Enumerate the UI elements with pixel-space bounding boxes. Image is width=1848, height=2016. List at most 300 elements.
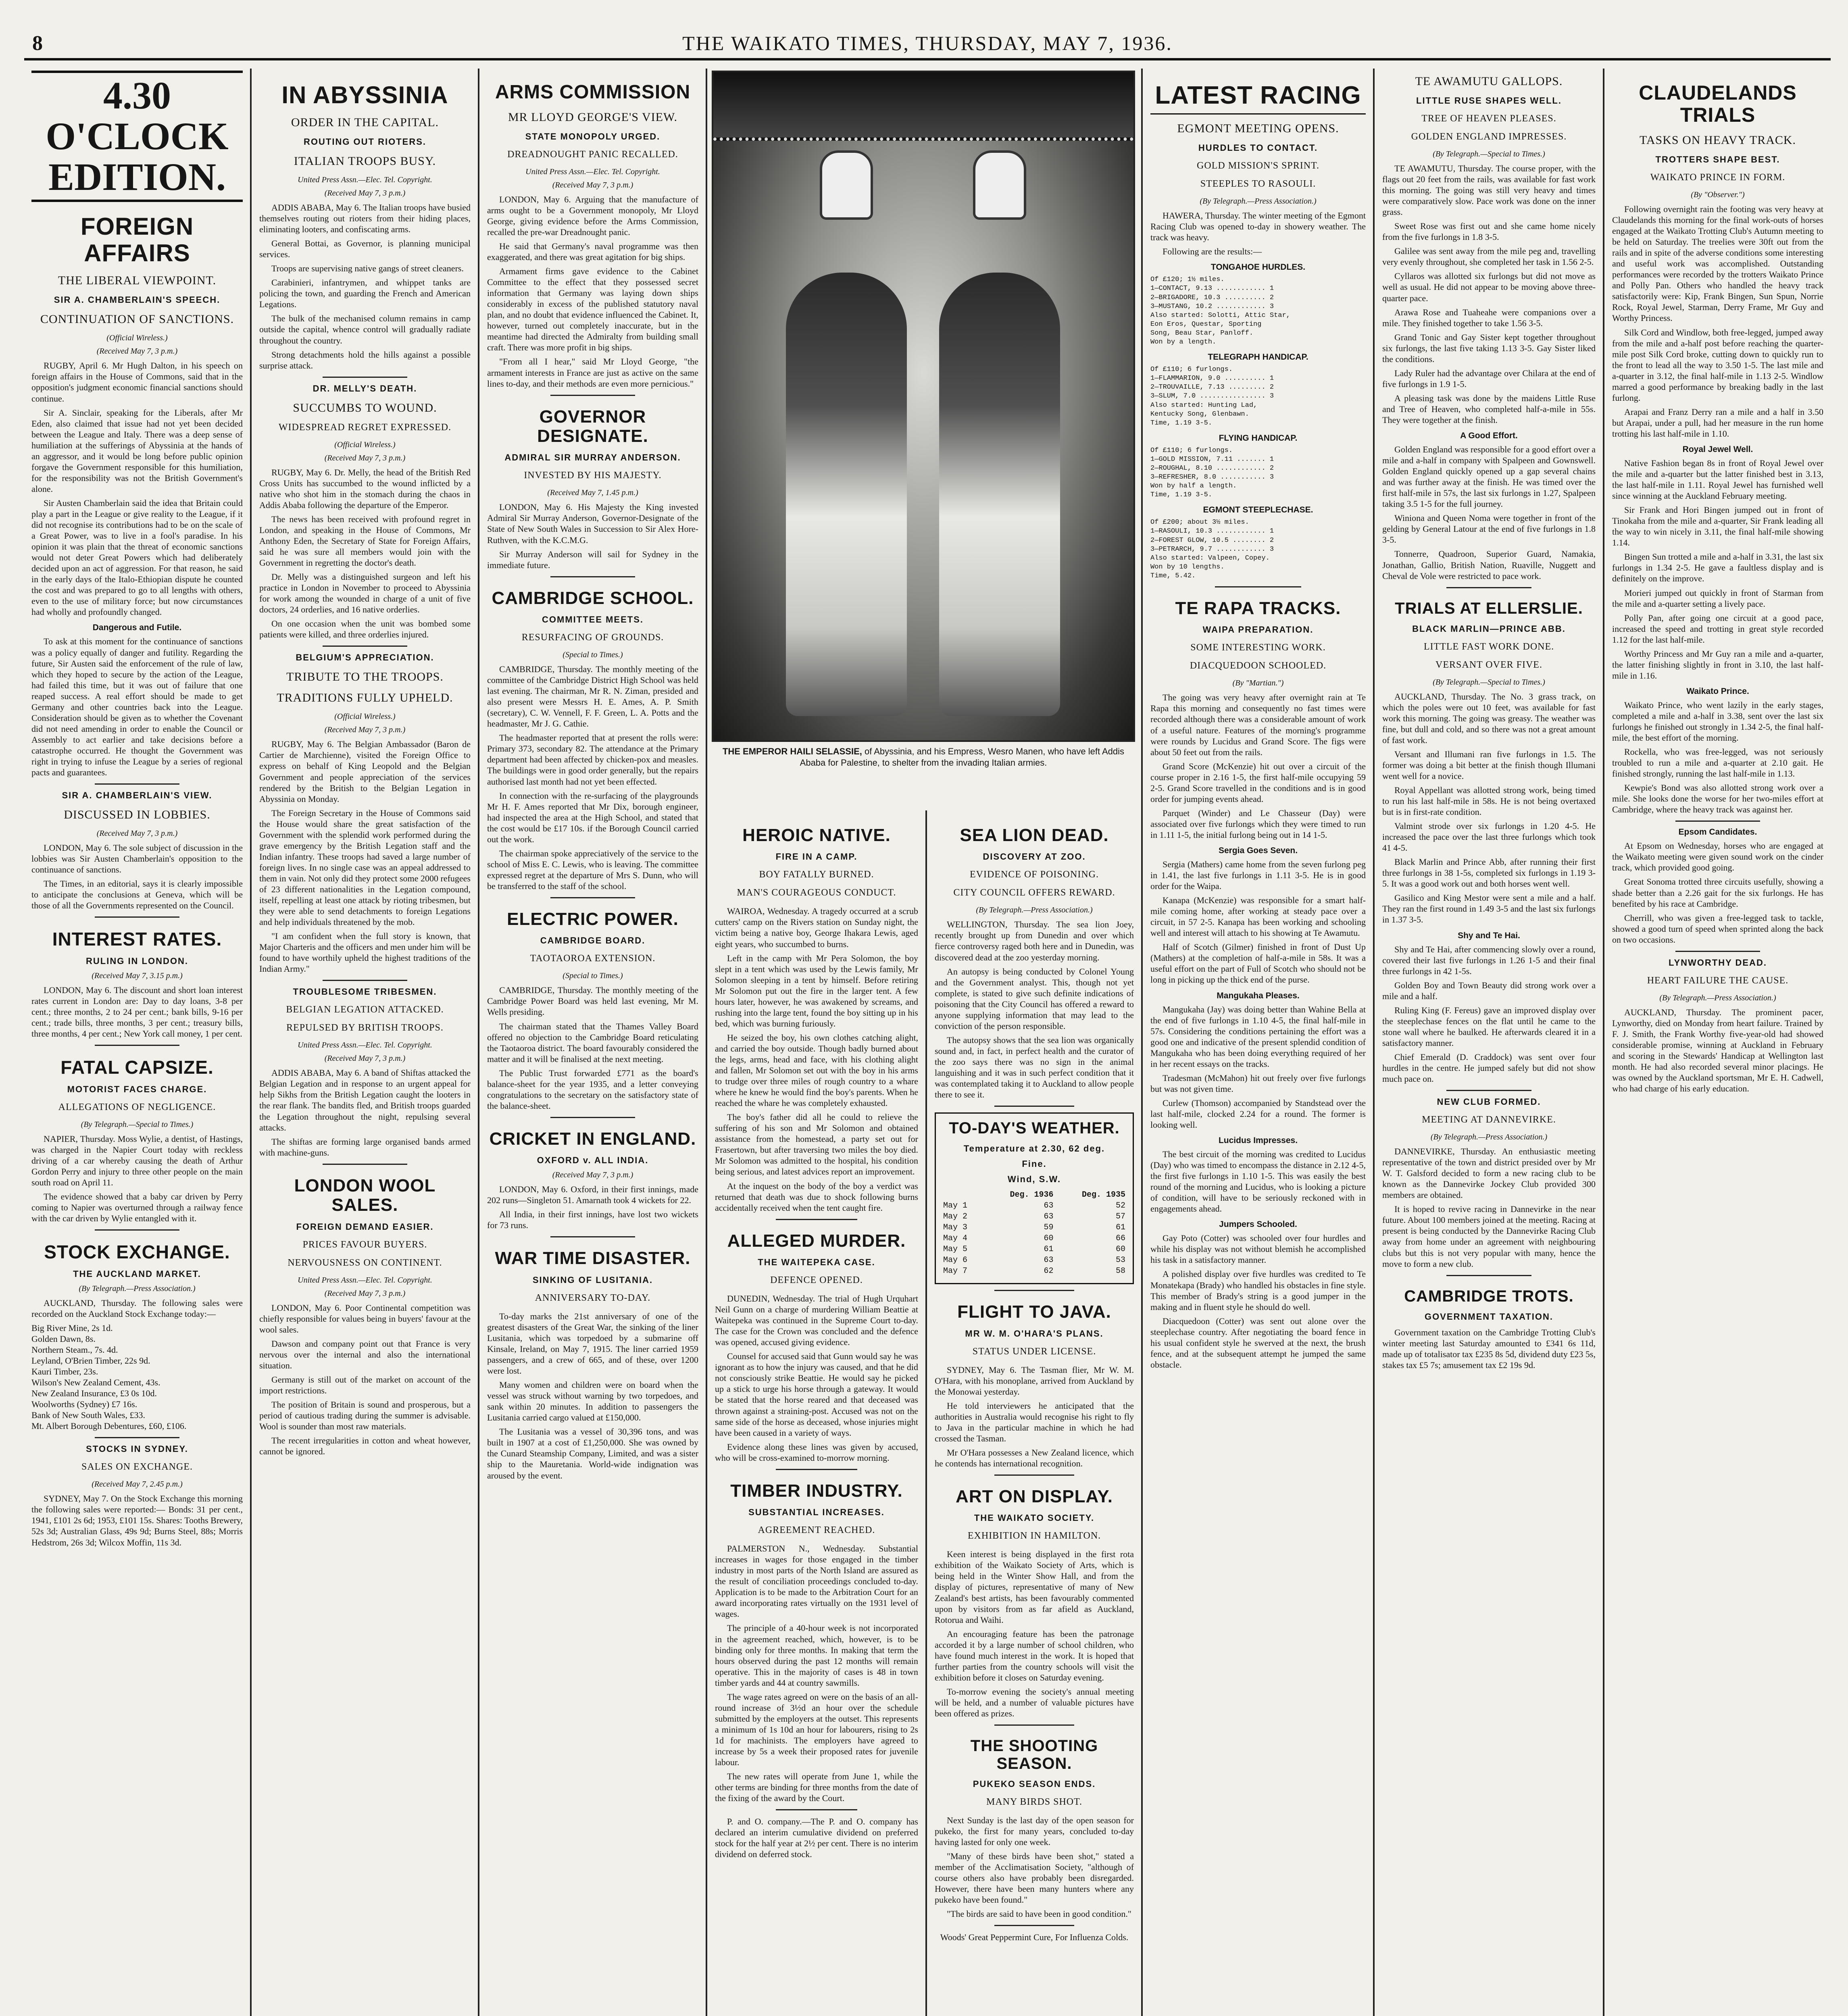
table-row [941, 1244, 1128, 1255]
divider [994, 1925, 1074, 1926]
article-paragraph: Armament firms gave evidence to the Cabinet Committee to the effect that they possessed secret information that Germany was laying down ships considerably in excess of the published statutory naval plan, and no doubt that evidence influenced the Cabinet. It, however, turned out completely inaccurate, but in the meantime had directed the Admiralty from building small craft. There was more profit in big ships. [487, 266, 698, 353]
subhead: WIDESPREAD REGRET EXPRESSED. [278, 422, 452, 433]
divider [1446, 587, 1532, 588]
article-paragraph: An encouraging feature has been the patronage accorded it by a large number of school children, who have found much interest in the work. It is hoped that further parties from the country schools will visit the exhibition before it closes on Saturday evening. [935, 1629, 1134, 1683]
column-rule [478, 69, 479, 2016]
article-paragraph: Government taxation on the Cambridge Trotting Club's winter meeting last Saturday amounted to £341 6s 11d, made up of totalisator tax £235 8s 5d, dividend duty £23 5s, stakes tax £5 7s; amusement tax £2 19s 9d. [1382, 1327, 1596, 1370]
received-line: (Received May 7, 3 p.m.) [324, 725, 406, 735]
divider [1675, 821, 1760, 822]
article-paragraph: The Lusitania was a vessel of 30,396 tons, and was built in 1907 at a cost of £1,250,000. She was owned by the Cunard Steamship Company, Limited, and was a sister ship to the Mauretania. World-wide indignation was aroused by the event. [487, 1427, 698, 1481]
subhead: EVIDENCE OF POISONING. [970, 869, 1099, 880]
column-6 [1143, 71, 1373, 2016]
table-cell: 53 [1115, 1256, 1125, 1265]
article-paragraph: Versant and Illumani ran five furlongs in 1.5. The former was doing a bit better at the finish though Illumani went well for a novice. [1382, 749, 1596, 781]
article-paragraph: Parquet (Winder) and Le Chasseur (Day) were associated over five furlongs which they were timed to run in 1.11 1-5, the initial furlong being out in 14 1-5. [1150, 808, 1366, 840]
article-paragraph: Lady Ruler had the advantage over Chilara at the end of five furlongs in 1.9 1-5. [1382, 368, 1596, 389]
divider [95, 1045, 179, 1046]
divider [323, 646, 407, 647]
article-paragraph: The boy's father did all he could to relieve the suffering of his son and Mr Solomon and obtained assistance from the homestead, a party set out for Frasertown, but after traversing two miles the boy died. Mr Solomon was admitted to the hospital, his condition being serious, and latest advices report an improvement. [715, 1112, 918, 1177]
subhead: LITTLE RUSE SHAPES WELL. [1416, 96, 1562, 106]
table-row [941, 1222, 1128, 1233]
received-line: (Received May 7, 3 p.m.) [96, 347, 178, 356]
article-paragraph: The shiftas are forming large organised bands armed with machine-guns. [259, 1136, 471, 1158]
article-paragraph: "From all I hear," said Mr Lloyd George, "the armament interests in France are just as active on the same lines to-day, and their methods are even more pernicious." [487, 356, 698, 389]
subhead: SIR A. CHAMBERLAIN'S SPEECH. [54, 295, 221, 305]
received-line: (Received May 7, 3.15 p.m.) [92, 971, 183, 980]
table-cell: May 3 [943, 1223, 968, 1233]
wire-credit: United Press Assn.—Elec. Tel. Copyright. [298, 1041, 432, 1050]
article-paragraph: Arawa Rose and Tuaheahe were companions over a mile. They finished together to take 1.56 3-5. [1382, 307, 1596, 328]
table-cell: 59 [1044, 1223, 1054, 1233]
headline-claudelands-trials: CLAUDELANDS TRIALS [1639, 81, 1797, 126]
byline: (By Telegraph.—Special to Times.) [81, 1120, 194, 1129]
subhead: THE LIBERAL VIEWPOINT. [58, 274, 217, 287]
article-paragraph: Ruling King (F. Fereus) gave an improved display over the steeplechase fences on the flat until he came to the stone wall where he baulked. He afterwards cleared it in a satisfactory manner. [1382, 1005, 1596, 1048]
subhead: MAN'S COURAGEOUS CONDUCT. [737, 887, 896, 898]
section-subhead: Royal Jewel Well. [1682, 444, 1753, 454]
headline-abyssinia: IN ABYSSINIA [281, 81, 448, 108]
emperor-photo [712, 71, 1135, 742]
weather-condition: Fine. [1022, 1159, 1047, 1169]
subhead: STEEPLES TO RASOULI. [1200, 179, 1316, 190]
section-subhead: Waikato Prince. [1686, 686, 1749, 696]
table-cell: 60 [1115, 1245, 1125, 1254]
article-paragraph: Left in the camp with Mr Pera Solomon, the boy slept in a tent which was used by the Lewis family, Mr Solomon sleeping in a tent by himself. Before retiring Mr Solomon put out the fire in the larger tent. A few hours later, however, he was awakened by screams, and rushing into the large tent, found the boy sitting up in his bed, which was burning furiously. [715, 953, 918, 1029]
divider [994, 1724, 1074, 1726]
column-rule [250, 69, 252, 2016]
masthead [24, 28, 1831, 60]
article-paragraph: It is hoped to revive racing in Dannevirke in the near future. About 100 members joined at the meeting. Racing at present is being conducted by the Dannevirke Racing Club away from home under an agreement with neighbouring clubs but this is not very popular with many, hence the move to form a new club. [1382, 1204, 1596, 1269]
column-5 [927, 814, 1141, 2016]
column-3 [480, 71, 706, 2016]
column-rule [925, 810, 927, 2016]
received-line: (Received May 7, 3 p.m.) [552, 1170, 633, 1180]
article-paragraph: DUNEDIN, Wednesday. The trial of Hugh Urquhart Neil Gunn on a charge of murdering William Beattie at Waitepeka was continued in the Supreme Court to-day. The case for the Crown was concluded and the defence was opened, accused giving evidence. [715, 1293, 918, 1347]
divider [776, 1809, 857, 1810]
subhead: TROTTERS SHAPE BEST. [1655, 154, 1780, 165]
weather-table [941, 1189, 1128, 1277]
table-cell: 62 [1044, 1266, 1054, 1276]
divider [95, 783, 179, 785]
table-cell: May 7 [943, 1266, 968, 1276]
subhead: SUBSTANTIAL INCREASES. [748, 1507, 885, 1518]
subhead: WAIPA PREPARATION. [1202, 625, 1314, 635]
table-cell: 58 [1115, 1266, 1125, 1276]
subhead: ADMIRAL SIR MURRAY ANDERSON. [504, 452, 681, 463]
headline: FATAL CAPSIZE. [60, 1057, 214, 1078]
article-paragraph: The wage rates agreed on were on the basis of an all-round increase of 3½d an hour over the schedule submitted by the employers at the outset. This represents a minimum of 1s 10d an hour for labourers, rising to 2s 1d for machinists. The employers have agreed to increase by 5s a week their proposed rates for juvenile labour. [715, 1691, 918, 1768]
article-paragraph: Shy and Te Hai, after commencing slowly over a round, covered their last five furlongs in 1.26 1-5 and their final three furlongs in 42 1-5s. [1382, 944, 1596, 976]
article-paragraph: Bingen Sun trotted a mile and a-half in 3.31, the last six furlongs in 1.34 2-5. He gave a faultless display and is definitely on the improve. [1612, 552, 1823, 584]
photo-caption-text: of Abyssinia, and his Empress, Wesro Manen, who have left Addis Ababa for Palestine, to shelter from the invading Italian armies. [800, 746, 1125, 768]
byline: (By Telegraph.—Press Association.) [1659, 993, 1776, 1002]
article-paragraph: NAPIER, Thursday. Moss Wylie, a dentist, of Hastings, was charged in the Napier Court today with reckless driving of a car whereby causing the death of Arthur Gordon Perry and injury to three other people on the main south road on April 11. [31, 1133, 243, 1187]
weather-wind: Wind, S.W. [1007, 1174, 1061, 1185]
table-row [941, 1233, 1128, 1244]
subhead: ANNIVERSARY TO-DAY. [535, 1292, 651, 1303]
race-title: TELEGRAPH HANDICAP. [1208, 352, 1308, 362]
subhead: SUCCUMBS TO WOUND. [293, 401, 437, 414]
subhead: NERVOUSNESS ON CONTINENT. [288, 1257, 442, 1268]
masthead-title: THE WAIKATO TIMES, THURSDAY, MAY 7, 1936. [682, 32, 1173, 54]
canopy-shape [713, 72, 1133, 141]
article-paragraph: Curlew (Thomson) accompanied by Standstead over the last half-mile, clocked 2.24 for a round. The former is looking well. [1150, 1098, 1366, 1130]
subhead: SINKING OF LUSITANIA. [532, 1275, 653, 1285]
article-paragraph: The evidence showed that a baby car driven by Perry coming to Napier was overturned through a railway fence with the car driven by Wylie entangled with it. [31, 1191, 243, 1224]
article-paragraph: In connection with the re-surfacing of the playgrounds Mr H. F. Ames reported that Mr Dix, borough engineer, had inspected the area at the High School, and stated that the cost would be £17 10s. if the Borough Council carried out the work. [487, 790, 698, 844]
race-results: Of £120; 1½ miles. 1—CONTACT, 9.13 ............ 1 2—BRIGADORE, 10.3 .......... 2 3—MUSTANG, 10.2 ............ 3 Also started: Solotti, Attic Star, Eon Eros, Questar, Sporting Song, Beau Star, Panloff. Won by a length. [1150, 276, 1290, 346]
subhead: BOY FATALLY BURNED. [759, 869, 874, 880]
edition-banner: 4.30 O'CLOCK EDITION. [31, 71, 243, 202]
article-paragraph: LONDON, May 6. Poor Continental competition was chiefly responsible for values being in buyers' favour at the wool sales. [259, 1302, 471, 1335]
table-cell: May 6 [943, 1256, 968, 1265]
headline: GOVERNOR DESIGNATE. [537, 406, 648, 446]
divider [323, 377, 407, 378]
article-paragraph: The Foreign Secretary in the House of Commons said the House would share the great satisfaction of the Government with the splendid work performed during the grave emergency by the British Legation staff and the Indian infantry. These troops had saved a large number of foreign lives. In no single case was an appeal addressed to them in vain. Not only did they protect some 2000 refugees of 23 different nationalities in the Legation compound, itself, repelling at least one attack by rioting tribesmen, but they were able to send detachments to foreign Legations and help individuals threatened by the mob. [259, 808, 471, 927]
race-title: FLYING HANDICAP. [1219, 433, 1298, 443]
article-paragraph: "Many of these birds have been shot," stated a member of the Acclimatisation Society, "although of course others also have probably been disregarded. However, there have been many hunters where any pukeko have been found." [935, 1851, 1134, 1905]
article-paragraph: Next Sunday is the last day of the open season for pukeko, the first for many years, concluded to-day having lasted for only one week. [935, 1815, 1134, 1847]
headline: TRIALS AT ELLERSLIE. [1395, 599, 1583, 617]
headline: ALLEGED MURDER. [727, 1231, 906, 1251]
article-paragraph: The recent irregularities in cotton and wheat however, cannot be ignored. [259, 1435, 471, 1457]
advertisement: Woods' Great Peppermint Cure, For Influenza Colds. [940, 1932, 1129, 1943]
article-paragraph: Silk Cord and Windlow, both free-legged, jumped away from the mile and a-half post before reaching the quarter-mile post Silk Cord broke, cutting down to quickly run to the front to lead all the way to 3.50 1-5. The last mile and a-quarter in 3.12, the final half-mile in 1.13 2-5. Windlow marred a good performance by breaking badly in the last furlong. [1612, 327, 1823, 403]
headline-latest-racing: LATEST RACING [1150, 82, 1366, 115]
byline: (By Telegraph.—Press Association.) [976, 906, 1093, 915]
headline-foreign-affairs: FOREIGN AFFAIRS [80, 213, 194, 267]
article-paragraph: The news has been received with profound regret in London, and speaking in the House of Commons, Mr Anthony Eden, the Secretary of State for Foreign Affairs, said he was sure all members would join with the Government in regretting the doctor's death. [259, 514, 471, 568]
divider [994, 1106, 1074, 1107]
column-rule [1141, 69, 1143, 2016]
article-paragraph: LONDON, May 6. His Majesty the King invested Admiral Sir Murray Anderson, Governor-Designate of the State of New South Wales in Succession to Sir Alex Hore-Ruthven, with the K.C.M.G. [487, 502, 698, 545]
article-paragraph: To-day marks the 21st anniversary of one of the greatest disasters of the Great War, the sinking of the liner Lusitania, which was torpedoed by a submarine off Kinsale, Ireland, on May 7, 1915. The liner carried 1959 passengers, and a crew of 665, and of these, over 1200 were lost. [487, 1311, 698, 1376]
byline: (By Telegraph.—Press Association.) [79, 1284, 196, 1293]
article-paragraph: Sergia (Mathers) came home from the seven furlong peg in 1.41, the last five furlongs in 1.11 3-5. He is in good order for the Waipa. [1150, 859, 1366, 891]
subhead: GOVERNMENT TAXATION. [1424, 1311, 1554, 1322]
page-number: 8 [32, 31, 43, 55]
article-paragraph: Kewpie's Bond was also allotted strong work over a mile. She looks done the worse for her two-miles effort at Cambridge, where the heavy track was against her. [1612, 783, 1823, 815]
article-paragraph: Great Sonoma trotted three circuits usefully, showing a shade better than a 2.26 gait for the six furlongs. He has benefited by his race at Cambridge. [1612, 877, 1823, 909]
subhead: OXFORD v. ALL INDIA. [537, 1155, 649, 1166]
divider [550, 576, 635, 577]
article-paragraph: The best circuit of the morning was credited to Lucidus (Day) who was timed to encompass the distance in 2.12 4-5, the first five furlongs in 1.10 1-5. This was easily the best round of the morning and Lucidus, who is looking a picture of condition, will have to be seriously reckoned with in engagements ahead. [1150, 1149, 1366, 1214]
table-header: Deg. 1936 [1010, 1190, 1054, 1200]
article-paragraph: WELLINGTON, Thursday. The sea lion Joey, recently brought up from Dunedin and over which fierce controversy raged both here and in Dunedin, was discovered dead at the zoo yesterday morning. [935, 919, 1134, 962]
headline: ART ON DISPLAY. [956, 1486, 1113, 1506]
table-header: Deg. 1935 [1081, 1190, 1125, 1200]
article-paragraph: LONDON, May 6. Oxford, in their first innings, made 202 runs—Singleton 51. Amarnath took 4 wickets for 22. [487, 1184, 698, 1206]
article-paragraph: The principle of a 40-hour week is not incorporated in the agreement reached, which, however, is to be binding only for three months. In making that term the hours observed during the past 12 months will remain operative. This in the majority of cases is 48 in town timber yards and 44 at country sawmills. [715, 1623, 918, 1688]
subhead: ITALIAN TROOPS BUSY. [294, 154, 436, 168]
article-paragraph: Sir Murray Anderson will sail for Sydney in the immediate future. [487, 549, 698, 570]
subhead: STATUS UNDER LICENSE. [972, 1346, 1096, 1357]
article-paragraph: Following are the results:— [1163, 246, 1262, 257]
column-rule [1373, 69, 1375, 2016]
byline: (By Telegraph.—Press Association.) [1430, 1133, 1548, 1142]
article-paragraph: Native Fashion began 8s in front of Royal Jewel over the mile and a-quarter but the latter finished best in 3.13, the last half-mile in 1.11. Royal Jewel has furnished well since winning at the Auckland February meeting. [1612, 458, 1823, 501]
received-line: (Received May 7, 2.45 p.m.) [92, 1480, 183, 1489]
subhead: HEART FAILURE THE CAUSE. [1647, 975, 1789, 986]
byline: (By "Martian.") [1232, 679, 1284, 688]
article-paragraph: The headmaster reported that at present the rolls were: Primary 373, secondary 82. The attendance at the Primary department had been affected by chicken-pox and measles. The buildings were in good order generally, but the repairs authorised last month had not yet been effected. [487, 733, 698, 787]
received-line: (Received May 7, 3 p.m.) [324, 1054, 406, 1063]
article-paragraph: Morieri jumped out quickly in front of Starman from the mile and a-quarter setting a lively pace. [1612, 587, 1823, 609]
article-paragraph: Diacquedoon (Cotter) was sent out alone over the steeplechase country. After negotiating the board fence in his usual confident style he swerved at the next, the brush fence, and at the subsequent attempt he jumped the same obstacle. [1150, 1316, 1366, 1370]
subhead: BELGIAN LEGATION ATTACKED. [286, 1004, 444, 1015]
article-paragraph: SYDNEY, May 7. On the Stock Exchange this morning the following sales were reported:— Bonds: 31 per cent., 1941, £101 2s 6d; 1953, £101 15s. Shares: Tooths Brewery, 52s 3d; Australian Glass, 49s 9d; Burns Steel, 88s; Morris Hedstrom, 26s 3d; Wilcox Moffin, 11s 3d. [31, 1493, 243, 1547]
divider [994, 1290, 1074, 1291]
article-paragraph: Chief Emerald (D. Craddock) was sent over four hurdles in the centre. He jumped safely but did not show much pace on. [1382, 1052, 1596, 1084]
subhead: PUKEKO SEASON ENDS. [973, 1779, 1096, 1789]
subhead: ORDER IN THE CAPITAL. [291, 116, 439, 129]
article-paragraph: He seized the boy, his own clothes catching alight, and carried the boy outside. Though badly burned about the legs, arms, head and face, with his clothing alight and fallen, Mr Solomon set out with the boy in his arms to trudge over three miles of rough country to a whare where he knew he would find the boy's parents. When he reached the whare he was completely exhausted. [715, 1032, 918, 1108]
headline: CAMBRIDGE TROTS. [1404, 1287, 1574, 1305]
wire-credit: United Press Assn.—Elec. Tel. Copyright. [525, 167, 660, 176]
column-8 [1605, 71, 1831, 2016]
table-cell: 61 [1044, 1245, 1054, 1254]
article-paragraph: LONDON, May 6. The sole subject of discussion in the lobbies was Sir Austen Chamberlain's opposition to the continuance of sanctions. [31, 843, 243, 875]
article-paragraph: He said that Germany's naval programme was then exaggerated, and there was great agitation for big ships. [487, 241, 698, 262]
section-subhead: Jumpers Schooled. [1219, 1220, 1297, 1229]
article-paragraph: ADDIS ABABA, May 6. A band of Shiftas attacked the Belgian Legation and in response to an urgent appeal for help Sikhs from the British Legation caught the looters in the rear flank. The bandits fled, and British troops guarded the Legation throughout the night, repulsing several attacks. [259, 1068, 471, 1133]
article-paragraph: Tonnerre, Quadroon, Superior Guard, Namakia, Jonathan, Gallio, British Nation, Ruaville, Nuggett and Cheval de Vole were restricted to pace work. [1382, 549, 1596, 581]
divider [776, 1469, 857, 1470]
headline: TIMBER INDUSTRY. [730, 1481, 903, 1501]
article-paragraph: The going was very heavy after overnight rain at Te Rapa this morning and consequently no fast times were recorded although there was a considerable amount of work of a useful nature. Features of the morning's programme were rounds by Lucidus and Grand Score. The figs were about 50 feet out from the rails. [1150, 692, 1366, 757]
article-paragraph: The chairman stated that the Thames Valley Board offered no objection to the Cambridge Board reticulating the Taotaoroa district. The board favourably considered the matter and it will be finalised at the next meeting. [487, 1021, 698, 1064]
subhead: FOREIGN DEMAND EASIER. [296, 1221, 434, 1232]
subhead: TREE OF HEAVEN PLEASES. [1421, 113, 1556, 124]
article-paragraph: Gasilico and King Mestor were sent a mile and a half. They ran the first round in 1.49 3-5 and the last six furlongs in 1.37 3-5. [1382, 893, 1596, 925]
article-paragraph: Rockella, who was free-legged, was not seriously troubled to run a mile and a-quarter at 2.10 gait. He finished strongly, running the last half-mile in 1.13. [1612, 747, 1823, 779]
subhead: THE WAITEPEKA CASE. [758, 1257, 875, 1268]
section-subhead: Epsom Candidates. [1678, 827, 1757, 837]
article-paragraph: Worthy Princess and Mr Guy ran a mile and a-quarter, the latter finishing slightly in front in 3.10, the last half-mile in 1.16. [1612, 648, 1823, 681]
column-1 [24, 71, 250, 2016]
divider [550, 1117, 635, 1118]
subhead: DISCOVERY AT ZOO. [983, 852, 1086, 862]
stock-list: Big River Mine, 2s 1d. Golden Dawn, 8s. Northern Steam., 7s. 4d. Leyland, O'Brien Timber, 22s 9d. Kauri Timber, 23s. Wilson's New Zealand Cement, 43s. New Zealand Insurance, £3 0s 10d. Woolworths (Sydney) £7 16s. Bank of New South Wales, £33. Mt. Albert Borough Debentures, £60, £106. [31, 1322, 187, 1431]
subhead: TRIBUTE TO THE TROOPS. [286, 670, 444, 684]
article-paragraph: Keen interest is being displayed in the first rota exhibition of the Waikato Society of Arts, which is being held in the Winter Show Hall, and from the display of pictures, representative of many of New Zealand's best artists, has been favourably commented upon by visitors from as far afield as Auckland, Rotorua and Waihi. [935, 1549, 1134, 1625]
subhead: INVESTED BY HIS MAJESTY. [524, 470, 662, 481]
divider [323, 1164, 407, 1165]
article-paragraph: RUGBY, May 6. Dr. Melly, the head of the British Red Cross Units has succumbed to the wound inflicted by a native who shot him in the stomach during the chaos in Addis Ababa following the departure of the Emperor. [259, 467, 471, 510]
received-line: (Received May 7, 3 p.m.) [324, 189, 406, 198]
subhead: TASKS ON HEAVY TRACK. [1639, 133, 1796, 147]
article-paragraph: Galilee was sent away from the mile peg and, travelling very evenly throughout, she completed her task in 1.56 2-5. [1382, 246, 1596, 267]
article-paragraph: Arapai and Franz Derry ran a mile and a half in 3.50 but Arapai, under a pull, had her measure in the run home trotting his last half-mile in 1.10. [1612, 406, 1823, 439]
article-paragraph: SYDNEY, May 6. The Tasman flier, Mr W. M. O'Hara, with his monoplane, arrived from Auckland by the Monowai yesterday. [935, 1364, 1134, 1397]
headline: NEW CLUB FORMED. [1437, 1097, 1541, 1107]
article-paragraph: Royal Appellant was allotted strong work, being timed to run his last half-mile in 58s. He is not being overtaxed but is in first-rate condition. [1382, 785, 1596, 817]
article-paragraph: WAIROA, Wednesday. A tragedy occurred at a scrub cutters' camp on the Rivers station on Sunday night, the victim being a native boy, George Ihakara Lewis, aged eight years, who succumbed to burns. [715, 906, 918, 949]
divider [1446, 1090, 1532, 1091]
subhead: DIACQUEDOON SCHOOLED. [1190, 660, 1327, 671]
article-paragraph: Germany is still out of the market on account of the import restrictions. [259, 1374, 471, 1395]
article-paragraph: Grand Score (McKenzie) hit out over a circuit of the course proper in 2.16 1-5, the first half-mile occupying 59 2-5. Grand Score travelled in the conditions and is in good order for jumping events ahead. [1150, 761, 1366, 804]
subhead: AGREEMENT REACHED. [758, 1525, 875, 1536]
received-line: (Received May 7, 3 p.m.) [324, 1289, 406, 1298]
subhead: DEFENCE OPENED. [770, 1275, 863, 1286]
headline-arms-commission: ARMS COMMISSION [495, 81, 691, 103]
table-cell: 61 [1115, 1223, 1125, 1233]
subhead: MR W. M. O'HARA'S PLANS. [965, 1328, 1104, 1339]
figure-silhouette [939, 273, 1060, 716]
article-paragraph: Strong detachments hold the hills against a possible surprise attack. [259, 349, 471, 371]
article-paragraph: The bulk of the mechanised column remains in camp outside the capital, whence control will gradually radiate throughout the country. [259, 313, 471, 346]
race-title: EGMONT STEEPLECHASE. [1203, 505, 1313, 515]
article-paragraph: The autopsy shows that the sea lion was organically sound and, in fact, in perfect health and the curator of the zoo says there was no sign in the animal languishing and it was in such perfect condition that it was contemplated taking it to Auckland to allow people there to see it. [935, 1035, 1134, 1100]
headline: CRICKET IN ENGLAND. [489, 1129, 696, 1149]
article-paragraph: The chairman spoke appreciatively of the service to the school of Miss E. C. Lewis, who is leaving. The committee expressed regret at the departure of Mrs S. Dunn, who will be transferred to the staff of the school. [487, 848, 698, 891]
subhead: DREADNOUGHT PANIC RECALLED. [507, 149, 678, 160]
subhead: GOLD MISSION'S SPRINT. [1197, 160, 1319, 171]
column-rule [706, 69, 707, 2016]
article-paragraph: Kanapa (McKenzie) was responsible for a smart half-mile coming home, after working at steady pace over a circuit, in 57 2-5. Kanapa has been working and schooling well and interest will attach to his showing at Te Awamutu. [1150, 895, 1366, 938]
section-subhead: Sergia Goes Seven. [1218, 846, 1298, 855]
table-row [941, 1211, 1128, 1222]
weather-box [935, 1112, 1134, 1284]
subhead: WAIKATO PRINCE IN FORM. [1650, 172, 1785, 183]
table-cell: 52 [1115, 1201, 1125, 1211]
article-paragraph: RUGBY, May 6. The Belgian Ambassador (Baron de Cartier de Marchienne), visited the Foreign Office to express on behalf of King Leopold and the Belgian Government and people appreciation of the services rendered by the British to the Belgian Legation in Abyssinia on Monday. [259, 739, 471, 804]
photo-caption [712, 746, 1135, 768]
table-header [941, 1189, 984, 1200]
divider [95, 916, 179, 918]
headline: CAMBRIDGE SCHOOL. [492, 588, 694, 608]
article-paragraph: Many women and children were on board when the vessel was struck without warning by two torpedoes, and sank within 20 minutes. In addition to passengers the Lusitania carried cargo valued at £150,000. [487, 1380, 698, 1423]
table-cell: 63 [1044, 1201, 1054, 1211]
article-paragraph: A polished display over five hurdles was credited to Te Monatekapa (Brady) who handled his obstacles in fine style. This member of Brady's string is a good jumper in the making and in fluent style he should do well. [1150, 1269, 1366, 1312]
headline: WAR TIME DISASTER. [495, 1248, 691, 1268]
received-line: (Received May 7, 3 p.m.) [324, 453, 406, 462]
subhead: STATE MONOPOLY URGED. [525, 131, 660, 142]
column-4 [708, 814, 925, 2016]
article-paragraph: He told interviewers he anticipated that the authorities in Australia would recognise his right to fly to Java in the particular machine in which he had crossed the Tasman. [935, 1400, 1134, 1443]
subhead: RULING IN LONDON. [86, 956, 188, 966]
wire-credit: (Official Wireless.) [106, 333, 168, 343]
subhead: COMMITTEE MEETS. [542, 614, 644, 625]
article-paragraph: Golden England was responsible for a good effort over a mile and a-half in company with Spalpeen and Gownswell. Golden England quickly opened up a gap several chains and was further away at the finish. He was timed over the first half-mile in 57s, the last six furlongs in 1.27, Spalpeen taking 3.5 1-5 for the full journey. [1382, 444, 1596, 509]
headline: TE RAPA TRACKS. [1175, 598, 1341, 618]
section-subhead: Mangukaha Pleases. [1217, 991, 1300, 1000]
article-paragraph: Following overnight rain the footing was very heavy at Claudelands this morning for the final work-outs of horses engaged at the Waikato Trotting Club's Autumn meeting to be held on Saturday. The treelies were 30ft out from the rails and in spite of the adverse conditions some interesting and useful work was accomplished. Outstanding performances were recorded by the trotters Waikato Prince and Polly Pan. Others who handled the heavy track satisfactorily were: Kip, Frank Bingen, Sun Spun, Norrie Rock, Royal Jewel, Starman, Derry Frame, Mr Guy and Worthy Princess. [1612, 204, 1823, 323]
headline: STOCKS IN SYDNEY. [86, 1444, 188, 1454]
crown-shape [975, 153, 1024, 217]
wire-credit: United Press Assn.—Elec. Tel. Copyright. [298, 175, 432, 184]
headline: SIR A. CHAMBERLAIN'S VIEW. [62, 790, 213, 801]
headline: STOCK EXCHANGE. [44, 1241, 230, 1263]
subhead: GOLDEN ENGLAND IMPRESSES. [1411, 131, 1567, 142]
headline: FLIGHT TO JAVA. [957, 1302, 1111, 1322]
received-line: (Received May 7, 3 p.m.) [96, 829, 178, 838]
subhead: SOME INTERESTING WORK. [1190, 642, 1326, 653]
article-paragraph: To ask at this moment for the continuance of sanctions was a policy equally of danger and futility. Regarding the future, Sir Austen said the enforcement of the rule of law, which they hoped to secure by the action of the League, had failed this time, but it was out of failure that one reaped success. A real effort should be made to get Germany and other countries back into the League. Consideration should be given as to whether the Covenant did not need amending in order to enable the Council or Assembly to act earlier and take decisions before a catastrophe occurred. He thought the Government was right in trying to infuse the League by a series of regional pacts and guarantees. [31, 636, 243, 778]
article-paragraph: All India, in their first innings, have lost two wickets for 73 runs. [487, 1209, 698, 1231]
subhead: BLACK MARLIN—PRINCE ABB. [1412, 623, 1566, 634]
subhead: TRADITIONS FULLY UPHELD. [277, 691, 453, 705]
table-cell: 60 [1044, 1234, 1054, 1243]
section-subhead: A Good Effort. [1460, 431, 1518, 441]
column-7 [1375, 71, 1603, 2016]
table-cell: 63 [1044, 1256, 1054, 1265]
wire-credit: United Press Assn.—Elec. Tel. Copyright. [298, 1275, 432, 1285]
subhead: SALES ON EXCHANGE. [81, 1462, 193, 1472]
article-paragraph: Tradesman (McMahon) hit out freely over five furlongs but was not given time. [1150, 1073, 1366, 1094]
subhead: ROUTING OUT RIOTERS. [304, 137, 426, 147]
article-paragraph: AUCKLAND, Thursday. The following sales were recorded on the Auckland Stock Exchange today:— [31, 1297, 243, 1319]
headline: LYNWORTHY DEAD. [1669, 957, 1767, 968]
article-paragraph: PALMERSTON N., Wednesday. Substantial increases in wages for those engaged in the timber industry in most parts of the North Island are assured as the result of conciliation proceedings concluded to-day. Application is to be made to the Arbitration Court for an award incorporating rates virtually on the 1931 level of wages. [715, 1543, 918, 1619]
divider [1215, 586, 1301, 587]
divider [323, 980, 407, 981]
article-paragraph: LONDON, May 6. Arguing that the manufacture of arms ought to be a Government monopoly, Mr Lloyd George, giving evidence before the Arms Commission, recalled the pre-war Dreadnought panic. [487, 194, 698, 237]
article-paragraph: The Public Trust forwarded £771 as the board's balance-sheet for the year 1935, and a letter conveying congratulations to the secretary on the satisfactory state of the balance-sheet. [487, 1068, 698, 1111]
figure-silhouette [786, 273, 907, 716]
race-title: TONGAHOE HURDLES. [1210, 262, 1306, 272]
article-paragraph: Cherrill, who was given a free-legged task to tackle, showed a good turn of speed when sprinted along the back on two occasions. [1612, 912, 1823, 945]
article-paragraph: A pleasing task was done by the maidens Little Ruse and Tree of Heaven, who completed half-a-mile in 55s. They were together at the finish. [1382, 393, 1596, 425]
divider [1675, 951, 1760, 952]
article-paragraph: CAMBRIDGE, Thursday. The monthly meeting of the committee of the Cambridge District High School was held last evening. The chairman, Mr R. N. Ziman, presided and also present were Messrs H. E. Ames, A. P. Smith (secretary), C. W. Vennell, F. F. Green, L. A. Potts and the headmaster, Mr J. G. Cathie. [487, 664, 698, 729]
subhead: RESURFACING OF GROUNDS. [521, 632, 664, 643]
received-line: (Received May 7, 1.45 p.m.) [547, 488, 638, 498]
article-paragraph: Black Marlin and Prince Abb, after running their first three furlongs in 38 1-5s, completed six furlongs in 1.19 3-5. It was a good work out and both horses went well. [1382, 857, 1596, 889]
subhead: MANY BIRDS SHOT. [986, 1797, 1083, 1808]
subhead: HURDLES TO CONTACT. [1198, 143, 1318, 153]
subhead: ALLEGATIONS OF NEGLIGENCE. [58, 1102, 216, 1112]
article-paragraph: To-morrow evening the society's annual meeting will be held, and a number of valuable pictures have been offered as prizes. [935, 1686, 1134, 1718]
divider [994, 1475, 1074, 1476]
article-paragraph: Dawson and company point out that France is very nervous over the internal and also the international situation. [259, 1338, 471, 1370]
article-paragraph: Winiona and Queen Noma were together in front of the gelding by General Latour at the end of five furlongs in 1.8 3-5. [1382, 513, 1596, 545]
subhead: EXHIBITION IN HAMILTON. [967, 1531, 1101, 1541]
headline: ELECTRIC POWER. [507, 909, 679, 929]
article-paragraph: AUCKLAND, Thursday. The prominent pacer, Lynworthy, died on Monday from heart failure. Trained by F. J. Smith, the Frank Worthy five-year-old had showed considerable promise, winning at Auckland in February and scoring in the Stewards' Handicap at Wellington last month. He had also recorded several minor placings. He was owned by the Auckland sportsman, Mr E. H. Cadwell, who had charge of his early education. [1612, 1007, 1823, 1094]
byline: (By Telegraph.—Press Association.) [1200, 197, 1317, 206]
headline: TO-DAY'S WEATHER. [949, 1119, 1120, 1137]
subhead: LITTLE FAST WORK DONE. [1423, 641, 1554, 652]
article-paragraph: Gay Poto (Cotter) was schooled over four hurdles and while his display was not without blemish he accomplished his task in a satisfactory manner. [1150, 1233, 1366, 1265]
headline: TE AWAMUTU GALLOPS. [1415, 75, 1563, 88]
race-results: Of £110; 6 furlongs. 1—FLAMMARION, 9.0 .......... 1 2—TROUVAILLE, 7.13 ......... 2 3—SLUM, 7.0 ................ 3 Also started: Hunting Lad, Kentucky Song, Glenbawn. Time, 1.19 3-5. [1150, 366, 1274, 427]
subhead: PRICES FAVOUR BUYERS. [302, 1239, 427, 1250]
headline: INTEREST RATES. [52, 929, 222, 950]
wire-credit: (Official Wireless.) [334, 440, 396, 449]
article-paragraph: Dr. Melly was a distinguished surgeon and left his practice in London in November to proceed to Abyssinia for work among the wounded in charge of a unit of five doctors, 24 orderlies, and 16 native orderlies. [259, 572, 471, 615]
article-paragraph: Carabinieri, infantrymen, and whippet tanks are policing the town, and guarding the French and American Legations. [259, 277, 471, 310]
divider [550, 1236, 635, 1237]
headline: THE SHOOTING SEASON. [970, 1737, 1098, 1773]
table-row [941, 1200, 1128, 1211]
race-results: Of £200; about 3½ miles. 1—RASOULI, 10.3 ............ 1 2—FOREST GLOW, 10.5 ........ 2 3—PETRARCH, 9.7 ............ 3 Also started: Valpeen, Copey. Won by 10 lengths. Time, 5.42. [1150, 519, 1274, 580]
article-paragraph: "I am confident when the full story is known, that Major Charteris and the officers and men under him will be found to have worthily upheld the highest traditions of the Indian Army." [259, 931, 471, 974]
byline: (Special to Times.) [563, 971, 623, 981]
article-paragraph: Cyllaros was allotted six furlongs but did not move as well as usual. He did not appear to be moving above three-quarter pace. [1382, 271, 1596, 303]
article-paragraph: CAMBRIDGE, Thursday. The monthly meeting of the Cambridge Power Board was held last evening, Mr M. Wells presiding. [487, 985, 698, 1017]
race-results: Of £110; 6 furlongs. 1—GOLD MISSION, 7.11 ....... 1 2—ROUGHAL, 8.10 ............ 2 3—REFRESHER, 8.0 ........... 3 Won by half a length. Time, 1.19 3-5. [1150, 446, 1274, 499]
table-cell: May 4 [943, 1234, 968, 1243]
subhead: TAOTAOROA EXTENSION. [530, 953, 656, 964]
subhead: MR LLOYD GEORGE'S VIEW. [508, 110, 678, 124]
subhead: MOTORIST FACES CHARGE. [67, 1084, 207, 1094]
divider [95, 1437, 179, 1438]
article-paragraph: TE AWAMUTU, Thursday. The course proper, with the flags out 20 feet from the rails, was available for fast work this morning. The going was still very heavy and times were comparatively slow. Pace work was done on the inner grass. [1382, 163, 1596, 217]
section-subhead: Lucidus Impresses. [1218, 1136, 1298, 1145]
subhead: VERSANT OVER FIVE. [1435, 659, 1542, 670]
